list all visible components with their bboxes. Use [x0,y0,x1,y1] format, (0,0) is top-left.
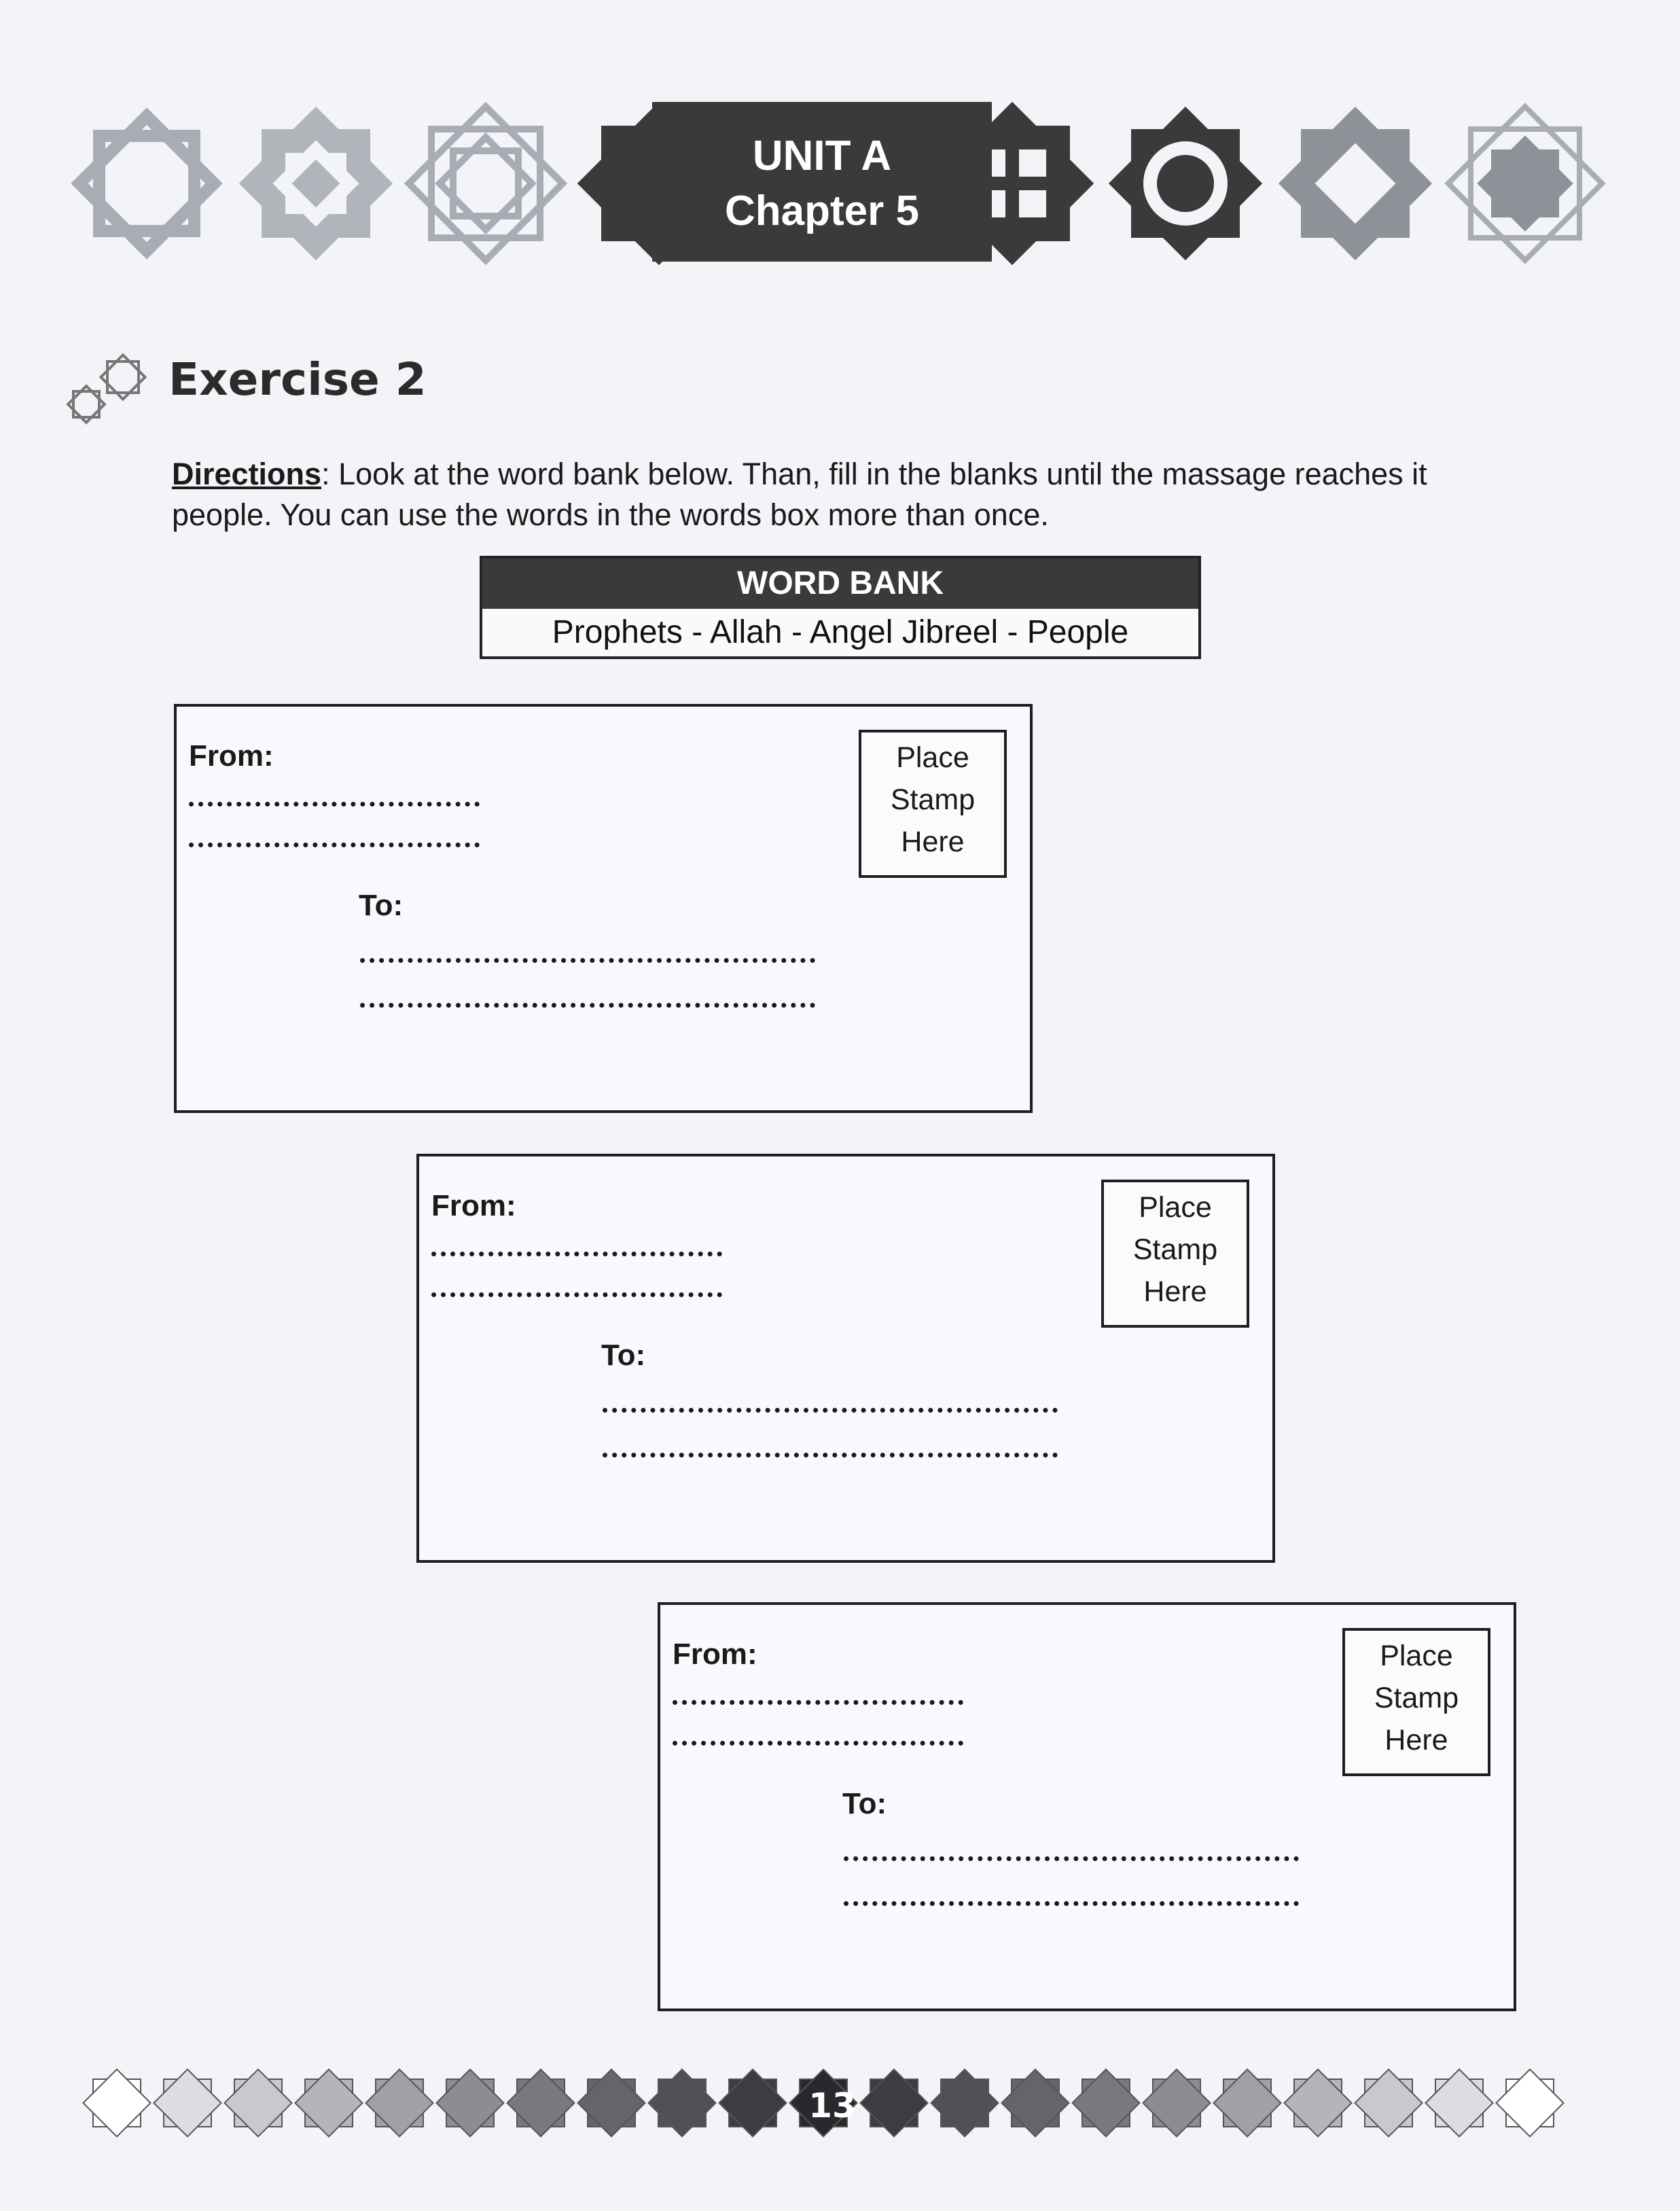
unit-label: UNIT A [752,132,892,179]
stamp-text: Stamp [890,783,976,816]
to-line[interactable] [360,958,815,963]
word-bank-title: WORD BANK [482,559,1198,609]
star-ornament-icon [65,353,157,431]
from-line[interactable] [431,1252,722,1256]
stamp-box [1101,1180,1249,1328]
from-line[interactable] [189,843,480,847]
stamp-text: Stamp [1374,1682,1459,1714]
envelope-2 [416,1154,1275,1563]
stamp-box [859,730,1007,878]
word-bank-words: Prophets - Allah - Angel Jibreel - People [552,614,1129,650]
directions [172,454,1463,535]
chapter-label: Chapter 5 [725,187,919,234]
stamp-text: Stamp [1132,1233,1218,1266]
from-label: From: [431,1189,516,1222]
to-line[interactable] [844,1856,1299,1861]
unit-chapter-banner [652,102,992,262]
directions-text: : Look at the word bank below. Than, fill in the blanks until the massage reaches it people. You can use the words in the words box more than once. [172,457,1427,532]
geometric-ornament-icon [404,102,567,265]
geometric-ornament-icon [1104,102,1267,265]
geometric-ornament-icon [1274,102,1437,265]
envelope-3 [658,1602,1516,2011]
to-line[interactable] [603,1453,1058,1457]
from-label: From: [673,1638,757,1671]
from-label: From: [189,739,274,773]
stamp-text: Place [1380,1640,1453,1672]
stamp-text: Place [1139,1191,1212,1224]
stamp-box [1342,1628,1490,1776]
to-label: To: [601,1339,646,1372]
from-line[interactable] [431,1292,722,1297]
from-line[interactable] [673,1741,963,1746]
geometric-ornament-icon [1444,102,1607,265]
stamp-text: Here [1143,1275,1207,1308]
to-line[interactable] [360,1003,815,1008]
to-line[interactable] [844,1901,1299,1906]
directions-label: Directions [172,457,322,491]
envelope-1 [174,704,1033,1113]
page-number: 13 [808,2086,856,2125]
from-line[interactable] [673,1700,963,1705]
stamp-text: Place [896,741,969,774]
geometric-ornament-icon [234,102,397,265]
to-line[interactable] [603,1408,1058,1413]
stamp-text: Here [1384,1724,1448,1756]
to-label: To: [359,889,404,922]
stamp-text: Here [901,826,965,858]
from-line[interactable] [189,802,480,807]
exercise-title: Exercise 2 [168,353,427,406]
geometric-ornament-icon [65,102,228,265]
word-bank [480,556,1201,659]
to-label: To: [842,1787,887,1820]
